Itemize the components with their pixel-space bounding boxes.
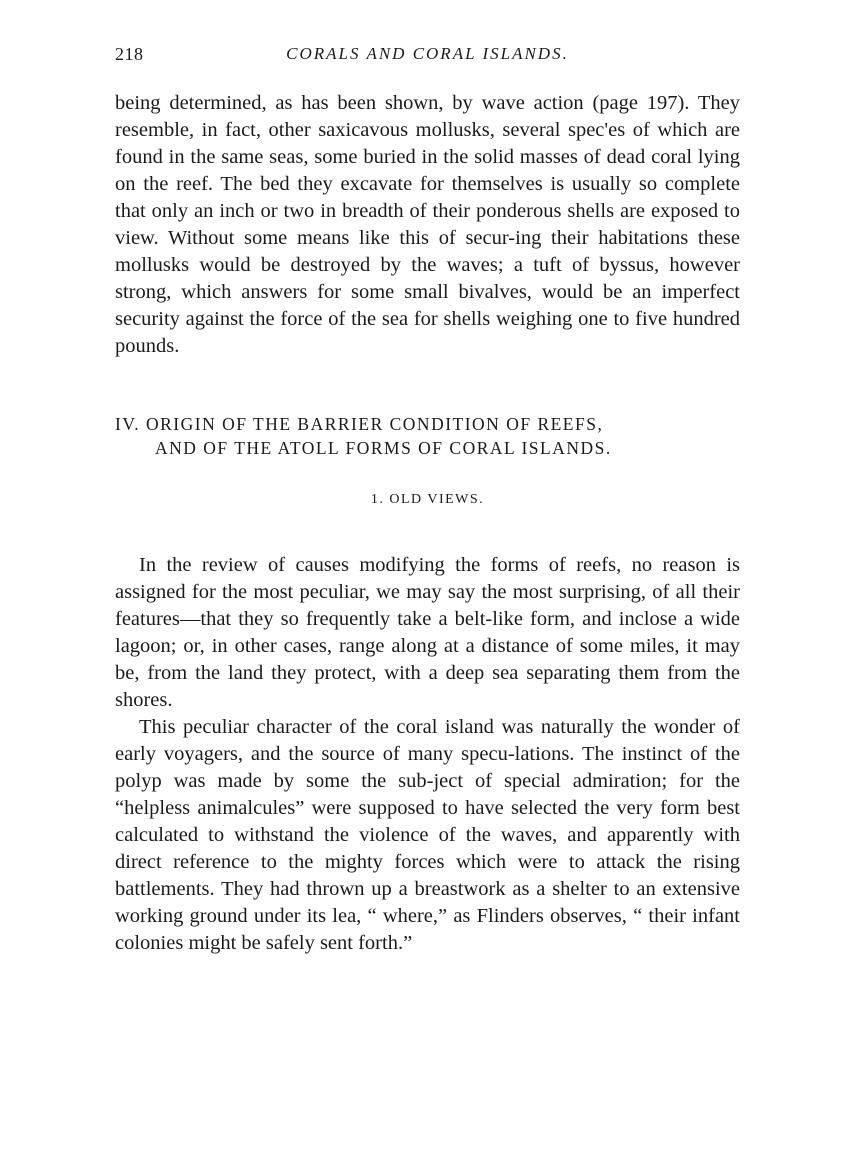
running-head [115,40,740,72]
body-paragraph-peculiar-character: This peculiar character of the coral island was naturally the wonder of early voyagers, and the source of many specu-lations. The instinct of the polyp was made by some the sub-ject of special admiration; for the “helpless animalcules” were supposed to have selected the very form best calculated to withstand the violence of the waves, and apparently with direct reference to the mighty forces which were to attack the rising battlements. They had thrown up a breastwork as a shelter to an extensive working ground under its lea, “ where,” as Flinders observes, “ their infant colonies might be safely sent forth.” [115,716,740,954]
running-title: CORALS AND CORAL ISLANDS. [286,44,569,63]
body-paragraph-continued: being determined, as has been shown, by wave action (page 197). They resemble, in fact, other saxicavous mollusks, several spec'es of which are found in the same seas, some buried in the solid masses of dead coral lying on the reef. The bed they excavate for themselves is usually so complete that only an inch or two in breadth of their ponderous shells are exposed to view. Without some means like this of secur-ing their habitations these mollusks would be destroyed by the waves; a tuft of byssus, however strong, which answers for some small bivalves, would be an imperfect security against the force of the sea for shells weighing one to five hundred pounds. [115,92,740,357]
section-heading-line2: AND OF THE ATOLL FORMS OF CORAL ISLANDS. [155,438,612,458]
section-heading-line1: IV. ORIGIN OF THE BARRIER CONDITION OF REEFS, [115,414,604,434]
section-heading [115,412,740,460]
body-paragraph-review: In the review of causes modifying the forms of reefs, no reason is assigned for the most peculiar, we may say the most surprising, of all their features—that they so frequently take a belt-like form, and inclose a wide lagoon; or, in other cases, range along at a distance of some miles, it may be, from the land they protect, with a deep sea separating them from the shores. [115,554,740,711]
subsection-heading: 1. OLD VIEWS. [370,492,485,507]
page-number: 218 [115,44,144,64]
book-page [115,40,740,1120]
